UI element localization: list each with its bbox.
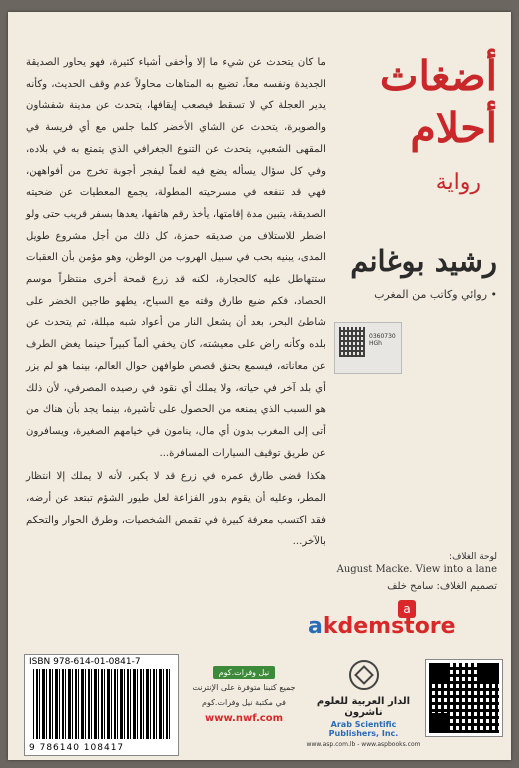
- isbn-digits: 9 786140 108417: [29, 743, 125, 753]
- blurb-paragraph-1: ما كان يتحدث عن شيء ما إلا وأخفى أشياء كثيرة، فهو يحاور الصديقة الجديدة ونفسه معاً، تضيع به المتاهات محاولاً عدم وقف الحديث، وكأنه يدير العجلة كي لا تسقط فيصعب إيقافها، يتحدث عن مدينة شفشاون والصويرة، يتحدث عن الشاي الأخضر كلما جلس مع أي فريسة في المقهى الشعبي، يتحدث عن التنوع الجغرافي الذي يتمتع به في بلاده، وفي كل سؤال يسأله يضع فيه لغماً ليفجر أجوبة تخرج من أفواههن، فهي قد تنفعه في مسرحيته المطولة، يجمع المعطيات عن ضحيته الصديقة، يتبين مدة إقامتها، يأخذ رقم هاتفها، يعدها بسفر قريب حتى ولو اضطر للاستلاف من صديقه حمزة، كل ذلك من أجل مشروع طويل المدى، يبنيه بحب في سبيل الهروب من الوطن، وهو مؤمن بأن العقبات ستتهاطل عليه كالحجارة، لكنه قد زرع قمحة أخرى منتظراً موسم الحصاد، فكم ضيع طارق وقته مع السياح، يطهو طاجين الخضر على شاطئ البحر، بعد أن يشعل النار من أعواد شبه مبللة، ثم يتحدث عن بلده وكأنه راض على معيشته، كان يخفي ألماً كبيراً حينما يغض الطرف عن معاناته، فيسمع بحنق قصص طوافهن حوال العالم، بينما هو لم يزر أي بلد آخر في حياته، ولا يملك أي نقود في رصيده المصرفي، لأن ذلك هو السبب الذي يمنعه من الحصول على تأشيرة، بينما يجد بأن هناك من أتى إلى المغرب بدون أي مال، ينامون في خيامهم الصغيرة، ويسافرون عن طريق توقيف السيارات المسافرة...: [26, 57, 326, 459]
- painting-credit: August Macke. View into a lane: [336, 564, 497, 575]
- genre-subtitle: رواية: [435, 170, 481, 195]
- sticker-qr-icon: [339, 327, 365, 357]
- isbn-barcode: [24, 654, 179, 756]
- book-back-cover: [8, 12, 511, 760]
- store-wordmark-rest: kdemstore: [322, 614, 456, 639]
- barcode-icon: [33, 669, 171, 739]
- cover-credits: [327, 552, 497, 592]
- isbn-label: ISBN 978-614-01-0841-7: [29, 657, 141, 667]
- blurb-text: [26, 52, 326, 555]
- design-credit: تصميم الغلاف: سامح خلف: [387, 581, 497, 592]
- store-wordmark: [308, 614, 456, 639]
- publisher-emblem-icon: [349, 660, 379, 690]
- publisher-block: [306, 660, 421, 755]
- store-logo: [308, 600, 508, 640]
- store-wordmark-prefix: a: [308, 614, 323, 639]
- book-title: [317, 50, 497, 154]
- nwf-line-1: جميع كتبنا متوفرة على الإنترنت: [192, 683, 296, 692]
- publisher-english-name: Arab Scientific Publishers, Inc.: [328, 720, 399, 738]
- store-logo-icon: a: [398, 600, 416, 618]
- publisher-websites: www.asp.com.lb - www.aspbooks.com: [306, 741, 421, 748]
- author-name: رشيد بوغانم: [350, 244, 497, 278]
- painting-label: لوحة الغلاف:: [449, 552, 497, 562]
- nwf-url: www.nwf.com: [204, 713, 284, 724]
- online-store-notice: [184, 660, 304, 755]
- blurb-paragraph-2: هكذا قضى طارق عمره في زرع قد لا يكبر، لأنه لا يملك إلا انتظار المطر، وعليه أن يقوم بدور الفزاعة لعل طيور الشؤم تبتعد عن أرضه، فقد اكتسب معرفة كبيرة في تقمص الشخصيات، وطرق الحوار والتحكم بالآخر...: [26, 471, 326, 548]
- publisher-arabic-name: الدار العربية للعلوم ناشرون: [316, 696, 411, 718]
- title-line-1: أضغاث: [379, 52, 497, 100]
- sticker-code: 0360730 HGh: [369, 333, 396, 347]
- nwf-line-2: في مكتبة نيل وفرات.كوم: [202, 698, 286, 707]
- title-line-2: أحلام: [410, 104, 497, 152]
- author-description: • روائي وكاتب من المغرب: [374, 288, 497, 301]
- nwf-badge: نيل وفرات.كوم: [213, 666, 276, 679]
- library-sticker: [334, 322, 402, 374]
- qr-code-icon: [426, 660, 502, 736]
